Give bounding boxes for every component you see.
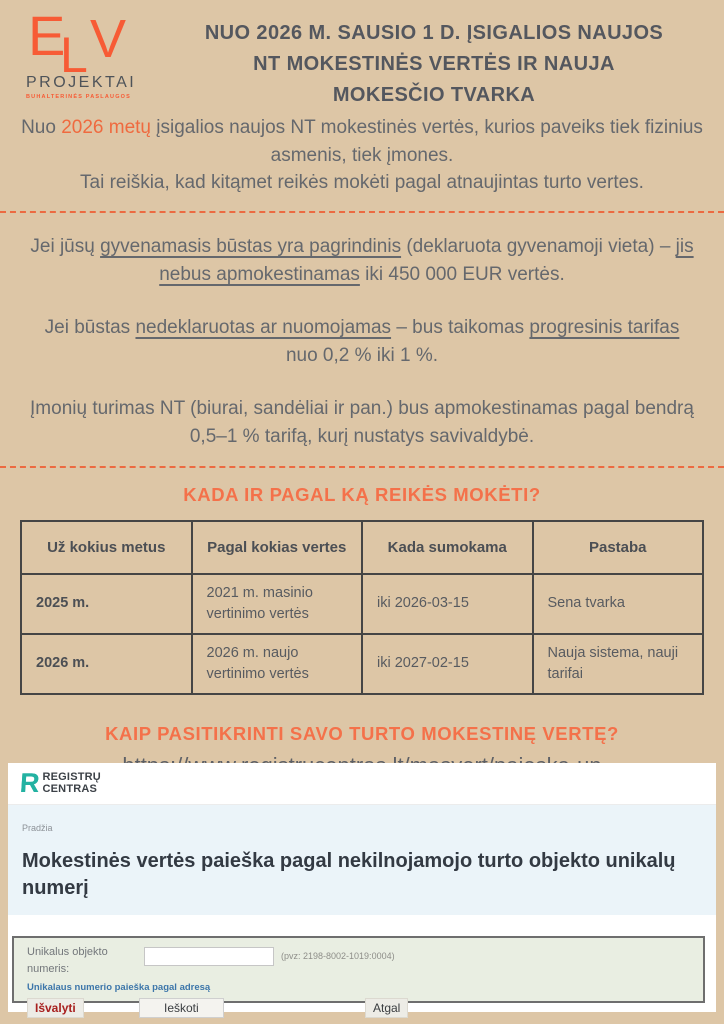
search-button[interactable]: Ieškoti (139, 998, 224, 1018)
back-button[interactable]: Atgal (365, 998, 408, 1018)
title-line-2: NT MOKESTINĖS VERTĖS IR NAUJA (253, 53, 615, 75)
cell-note-2026: Nauja sistema, nauji tarifai (533, 634, 704, 694)
breadcrumb[interactable]: Pradžia (22, 823, 53, 833)
unique-number-label: Unikalus objekto numeris: (27, 946, 108, 975)
logo-tagline: BUHALTERINĖS PASLAUGOS (26, 94, 132, 100)
cell-year-2026: 2026 m. (21, 634, 192, 694)
col-header-values: Pagal kokias vertes (192, 521, 363, 574)
registru-centras-screenshot (8, 763, 716, 1015)
elv-projektai-logo (26, 4, 166, 108)
dashed-divider-bottom (0, 466, 724, 468)
search-by-address-link[interactable]: Unikalaus numerio paieška pagal adresą (27, 982, 211, 993)
website-hero (8, 805, 716, 915)
cell-values-2026: 2026 m. naujo vertinimo vertės (192, 634, 363, 694)
cell-paid-2025: iki 2026-03-15 (362, 574, 533, 634)
intro-paragraph: Nuo 2026 metų įsigalios naujos NT mokestinės vertės, kurios paveiks tiek fizinius asmenis, tiek įmones. Tai reiškia, kad kitąmet reikės mokėti pagal atnaujintas turto vertes. (0, 114, 724, 197)
title-line-3: MOKESČIO TVARKA (332, 84, 536, 106)
registru-centras-logo (20, 770, 101, 797)
page-title (170, 12, 698, 111)
logo-name: PROJEKTAI (26, 74, 137, 91)
highlight-2026: 2026 metų (61, 117, 151, 138)
col-header-note: Pastaba (533, 521, 704, 574)
cell-paid-2026: iki 2027-02-15 (362, 634, 533, 694)
table-row (21, 634, 703, 694)
input-example-hint: (pvz: 2198-8002-1019:0004) (281, 951, 395, 961)
col-header-paid: Kada sumokama (362, 521, 533, 574)
cell-note-2025: Sena tvarka (533, 574, 704, 634)
clear-button[interactable]: Išvalyti (27, 998, 84, 1018)
col-header-year: Už kokius metus (21, 521, 192, 574)
form-buttons-row (27, 998, 703, 1020)
paragraph-main-residence: Jei jūsų gyvenamasis būstas yra pagrindinis (deklaruota gyvenamoji vieta) – jis nebus apmokestinamas iki 450 000 EUR vertės. (30, 235, 694, 286)
search-form-panel (12, 936, 705, 1015)
tax-schedule-table (20, 520, 704, 695)
dashed-divider-top (0, 211, 724, 213)
cell-values-2025: 2021 m. masinio vertinimo vertės (192, 574, 363, 634)
header (0, 0, 724, 106)
title-line-1: NUO 2026 M. SAUSIO 1 D. ĮSIGALIOS NAUJOS (204, 22, 664, 44)
paragraph-companies: Įmonių turimas NT (biurai, sandėliai ir pan.) bus apmokestinamas pagal bendrą 0,5–1 % tarifą, kurį nustatys savivaldybė. (30, 397, 694, 448)
table-header-row (21, 521, 703, 574)
paragraph-undeclared: Jei būstas nedeklaruotas ar nuomojamas – bus taikomas progresinis tarifas nuo 0,2 % iki 1 %. (44, 316, 680, 367)
intro-line-2: Tai reiškia, kad kitąmet reikės mokėti pagal atnaujintas turto vertes. (80, 172, 644, 194)
registru-centras-r-icon: R (18, 768, 41, 798)
table-row (21, 574, 703, 634)
registru-centras-logo-text: REGISTRŲ CENTRAS (42, 770, 101, 795)
elv-logo-icon: E L V (28, 4, 127, 83)
unique-number-input[interactable] (144, 947, 274, 966)
website-header (8, 763, 716, 805)
cell-year-2025: 2025 m. (21, 574, 192, 634)
check-section-heading: KAIP PASITIKRINTI SAVO TURTO MOKESTINĘ VERTĘ? (105, 722, 619, 744)
website-page-title: Mokestinės vertės paieška pagal nekilnojamojo turto objekto unikalų numerį (22, 850, 676, 899)
table-section-heading: KADA IR PAGAL KĄ REIKĖS MOKĖTI? (183, 483, 541, 505)
website-form-area (8, 915, 716, 1015)
